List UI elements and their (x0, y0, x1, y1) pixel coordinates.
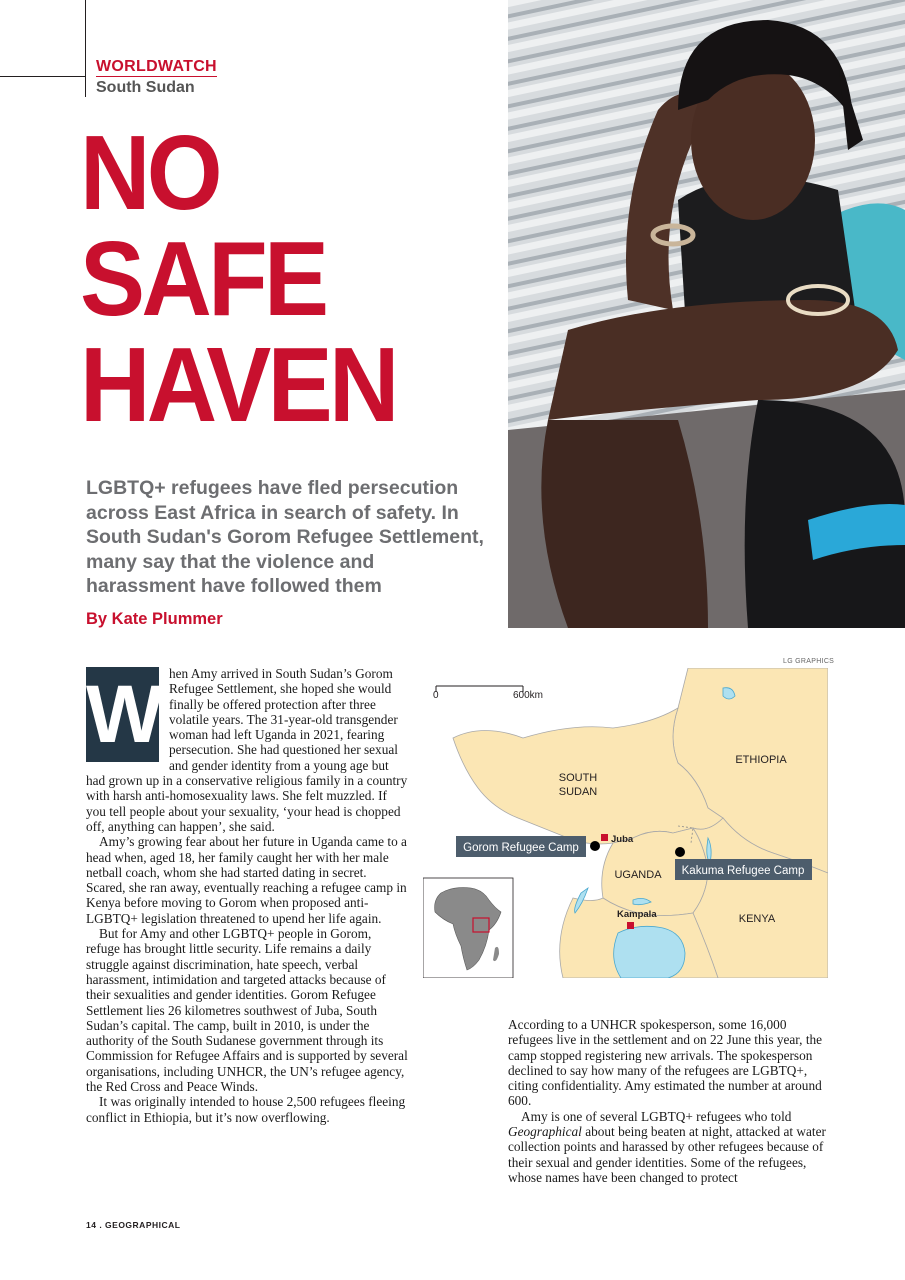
body-column-2 (508, 1017, 830, 1185)
label-juba: Juba (611, 834, 634, 845)
kampala-marker (627, 922, 634, 929)
page-rule-vertical (85, 0, 86, 97)
label-ethiopia: ETHIOPIA (735, 754, 787, 766)
juba-marker (601, 834, 608, 841)
label-south-sudan-2: SUDAN (558, 786, 598, 798)
map-credit: LG GRAPHICS (783, 658, 835, 665)
portrait-photo (508, 0, 905, 628)
label-gorom-camp: Gorom Refugee Camp (463, 842, 579, 854)
label-kakuma-camp: Kakuma Refugee Camp (681, 865, 805, 877)
scale-label-end: 600km (513, 690, 544, 701)
label-kenya: KENYA (738, 913, 776, 925)
body-paragraph: According to a UNHCR spokesperson, some 16,000 refugees live in the settlement and on 22 June this year, the camp stopped registering new arrivals. The spokesperson declined to say how many of the refugees are LGBTQ+, citing confidentiality. Amy estimated the number at around 600. (508, 1017, 823, 1109)
body-column-1 (86, 666, 408, 1125)
byline: By Kate Plummer (86, 610, 223, 628)
gorom-camp-marker (590, 841, 600, 851)
magazine-name: Geographical (508, 1124, 582, 1140)
body-text: Amy is one of several LGBTQ+ refugees who told (521, 1108, 792, 1124)
scale-label-start: 0 (433, 690, 439, 701)
label-kampala: Kampala (617, 909, 657, 920)
drop-cap: W (86, 669, 164, 760)
body-paragraph (508, 1109, 830, 1185)
kakuma-camp-marker (675, 847, 685, 857)
body-paragraph: It was originally intended to house 2,500 refugees fleeing conflict in Ethiopia, but it’s now overflowing. (86, 1094, 406, 1125)
headline-line-1: NO (80, 114, 219, 232)
body-paragraph: But for Amy and other LGBTQ+ people in Gorom, refuge has brought little security. Life remains a daily struggle against discrimination, hate speech, verbal harassment, intimidation and targeted attacks because of their sexualities and gender identities. Gorom Refugee Settlement lies 26 kilometres southwest of Juba, South Sudan’s capital. The camp, built in 2010, is under the authority of the South Sudanese government through its Commission for Refugee Affairs and is supported by several organisations, including UNHCR, the UN’s refugee agency, the Red Cross and Peace Winds. (86, 926, 408, 1095)
headline-line-3: HAVEN (80, 326, 396, 444)
label-uganda: UGANDA (614, 869, 662, 881)
standfirst: LGBTQ+ refugees have fled persecution across East Africa in search of safety. In South Sudan's Gorom Refugee Settlement, many say that the violence and harassment have followed them (86, 477, 484, 597)
region-map (423, 668, 828, 978)
label-south-sudan-1: SOUTH (558, 772, 598, 784)
page-rule-horizontal (0, 76, 85, 77)
body-paragraph: hen Amy arrived in South Sudan’s Gorom Refugee Settlement, she hoped she would finally be offered protection after three volatile years. The 31-year-old transgender woman had left Uganda in 2021, fearing persecution. She had questioned her sexual and gender identity from a young age but had grown up in a conservative religious family in a country with harsh anti-homosexuality laws. She felt muzzled. If you tell people about your sexuality, ‘your head is chopped off, anything can happen’, she said. (86, 666, 408, 834)
subsection-label: South Sudan (96, 79, 195, 96)
lake-victoria (614, 926, 685, 978)
section-label: WORLDWATCH (96, 58, 217, 75)
headline (80, 114, 466, 444)
body-paragraph: Amy’s growing fear about her future in Uganda came to a head when, aged 18, her family caught her with her male netball coach, whom she had started dating in secret. Scared, she ran away, eventually reaching a refugee camp in Kenya before moving to Gorom when proposed anti-LGBTQ+ legislation threatened to upend her life again. (86, 834, 407, 926)
headline-line-2: SAFE (80, 220, 326, 338)
page-footer: 14 . GEOGRAPHICAL (86, 1220, 181, 1230)
body-text: about being beaten at night, attacked at water collection points and harassed by other refugees because of their sexual and gender identities. Some of the refugees, whose names have been changed to protect (508, 1124, 826, 1185)
